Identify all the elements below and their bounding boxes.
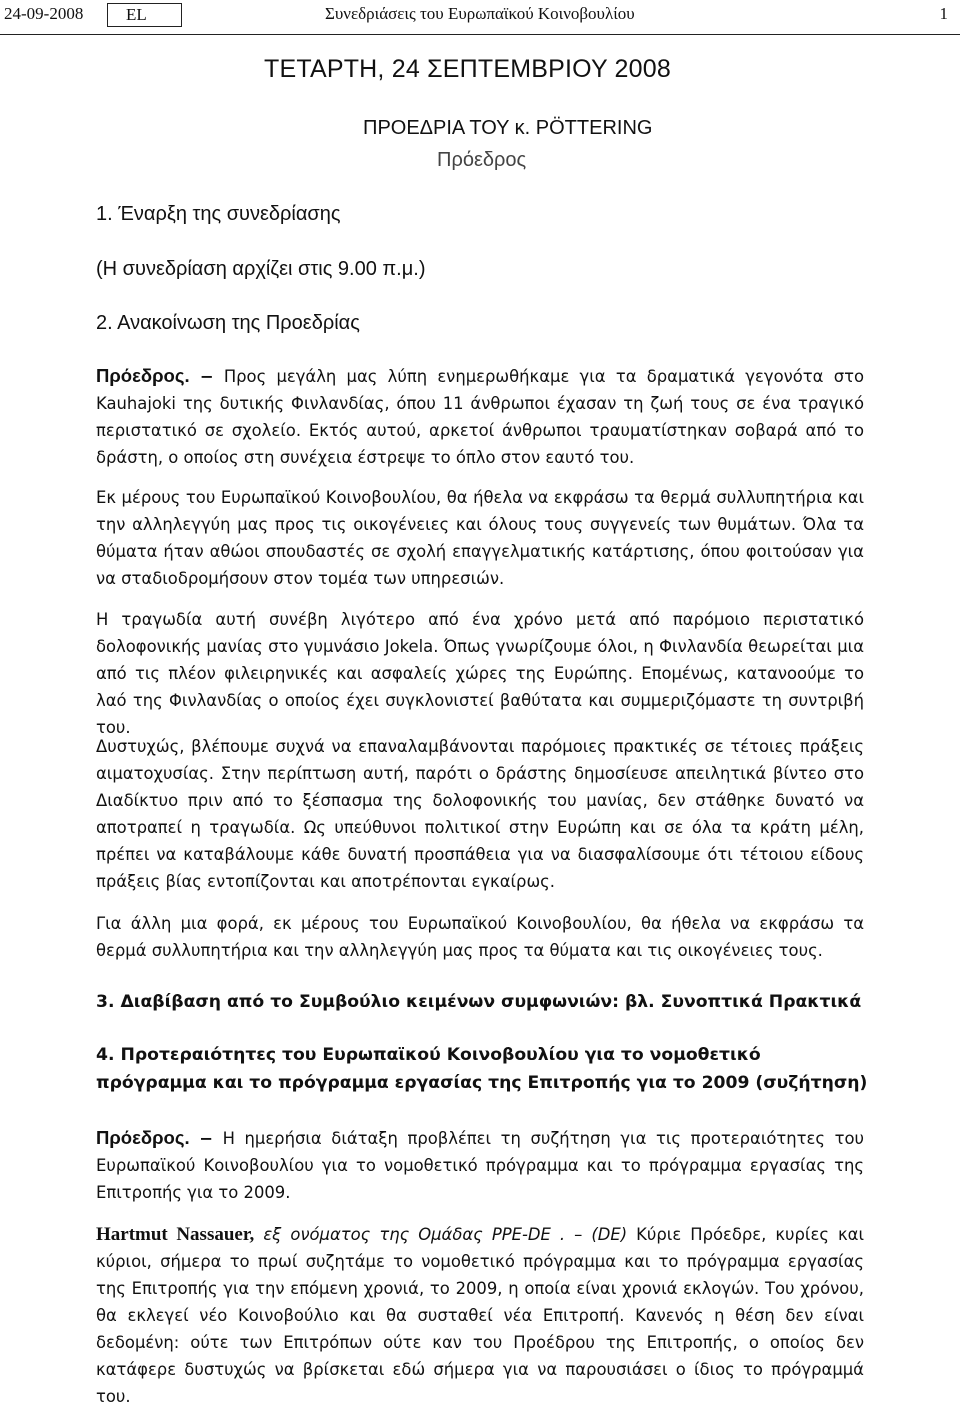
- speech-dash: −: [199, 367, 214, 386]
- paragraph-text: Η ημερήσια διάταξη προβλέπει τη συζήτηση για τις προτεραιότητες του Ευρωπαϊκού Κοινοβουλίου για το νομοθετικό πρόγραμμα και το πρόγραμμα εργασίας της Επιτροπής για το 2009.: [96, 1129, 864, 1202]
- paragraph-text: Προς μεγάλη μας λύπη ενημερωθήκαμε για τα δραματικά γεγονότα στο Kauhajoki της δυτικής Φινλανδίας, όπου 11 άνθρωποι έχασαν τη ζωή τους σε ένα τραγικό περιστατικό σε σχολείο. Εκτός αυτού, αρκετοί άνθρωποι τραυματίστηκαν σοβαρά από το δράστη, ο οποίος στη συνέχεια έστρεψε το όπλο στον εαυτό του.: [96, 367, 864, 467]
- presiding-line: ΠΡΟΕΔΡΙΑ ΤΟΥ κ. PÖTTERING: [363, 117, 653, 139]
- header-date: 24-09-2008: [4, 4, 84, 23]
- page-header: [0, 0, 960, 35]
- header-title: Συνεδριάσεις του Ευρωπαϊκού Κοινοβουλίου: [325, 4, 635, 23]
- day-title: ΤΕΤΑΡΤΗ, 24 ΣΕΠΤΕΜΒΡΙΟΥ 2008: [264, 55, 671, 83]
- speech-dash: −: [199, 1129, 213, 1148]
- section-2-title: 2. Ανακοίνωση της Προεδρίας: [96, 312, 360, 334]
- section-1-title: 1. Έναρξη της συνεδρίασης: [96, 203, 341, 225]
- section-4-title: 4. Προτεραιότητες του Ευρωπαϊκού Κοινοβουλίου για το νομοθετικό πρόγραμμα και το πρόγραμμα εργασίας της Επιτροπής για το 2009 (συζήτηση): [96, 1045, 868, 1093]
- language-tag: (DE): [591, 1225, 628, 1244]
- speech1-paragraph-4: Δυστυχώς, βλέπουμε συχνά να επαναλαμβάνονται παρόμοιες πρακτικές σε τέτοιες πράξεις αιματοχυσίας. Στην περίπτωση αυτή, παρότι ο δράστης δημοσίευσε απειλητικά βίντεο στο Διαδίκτυο πριν από το ξέσπασμα της δολοφονικής του μανίας, δεν στάθηκε δυνατό να αποτραπεί η τραγωδία. Ως υπεύθυνοι πολιτικοί στην Ευρώπη και σε όλα τα κράτη μέλη, πρέπει να καταβάλουμε κάθε δυνατή προσπάθεια για να διασφαλίσουμε ότι τέτοιου είδους πράξεις βίας εντοπίζονται και αποτρέπονται εγκαίρως.: [96, 737, 864, 891]
- page-number: 1: [939, 4, 948, 23]
- speech3-paragraph: [96, 1221, 864, 1410]
- speaker-name: Πρόεδρος.: [96, 365, 190, 386]
- speaker-name: Hartmut Nassauer,: [96, 1224, 255, 1245]
- speech1-paragraph-1: [96, 362, 864, 471]
- speaker-affiliation: εξ ονόματος της Ομάδας PPE-DE .: [263, 1225, 566, 1244]
- section-3-title: 3. Διαβίβαση από το Συμβούλιο κειμένων συμφωνιών: βλ. Συνοπτικά Πρακτικά: [96, 992, 862, 1012]
- speech-dash: –: [574, 1225, 583, 1244]
- speech1-paragraph-2: Εκ μέρους του Ευρωπαϊκού Κοινοβουλίου, θα ήθελα να εκφράσω τα θερμά συλλυπητήρια και την αλληλεγγύη μας προς τις οικογένειες και όλους τους συγγενείς των θυμάτων. Όλα τα θύματα ήταν αθώοι σπουδαστές σε σχολή επαγγελματικής κατάρτισης, όπου φοιτούσαν για να σταδιοδρομήσουν στον τομέα των υπηρεσιών.: [96, 488, 864, 588]
- speech2-paragraph: [96, 1124, 864, 1206]
- sitting-start-note: (Η συνεδρίαση αρχίζει στις 9.00 π.μ.): [96, 258, 426, 280]
- speech1-paragraph-5: Για άλλη μια φορά, εκ μέρους του Ευρωπαϊκού Κοινοβουλίου, θα ήθελα να εκφράσω τα θερμά συλλυπητήρια και την αλληλεγγύη μας προς τα θύματα και τις οικογένειες τους.: [96, 914, 864, 960]
- speech1-paragraph-3: Η τραγωδία αυτή συνέβη λιγότερο από ένα χρόνο μετά από παρόμοιο περιστατικό δολοφονικής μανίας στο γυμνάσιο Jokela. Όπως γνωρίζουμε όλοι, η Φινλανδία θεωρείται μια από τις πλέον φιλειρηνικές και ασφαλείς χώρες της Ευρώπης. Επομένως, κατανοούμε το λαό της Φινλανδίας ο οποίος έχει συγκλονιστεί βαθύτατα και συμμεριζόμαστε τη συντριβή του.: [96, 610, 864, 737]
- speaker-name: Πρόεδρος.: [96, 1127, 190, 1148]
- language-badge: EL: [107, 3, 182, 27]
- presiding-role: Πρόεδρος: [437, 149, 527, 171]
- paragraph-text: Κύριε Πρόεδρε, κυρίες και κύριοι, σήμερα το πρωί συζητάμε το νομοθετικό πρόγραμμα και το πρόγραμμα εργασίας της Επιτροπής για την επόμενη χρονιά, το 2009, η οποία είναι χρονιά εκλογών. Του χρόνου, θα εκλεγεί νέο Κοινοβούλιο και θα συσταθεί νέα Επιτροπή. Κανενός η θέση δεν είναι δεδομένη: ούτε των Επιτρόπων ούτε καν του Προέδρου της Επιτροπής, ο οποίος δεν κατάφερε δυστυχώς να βρίσκεται εδώ σήμερα για να παρουσιάσει ο ίδιος το πρόγραμμά του.: [96, 1225, 864, 1406]
